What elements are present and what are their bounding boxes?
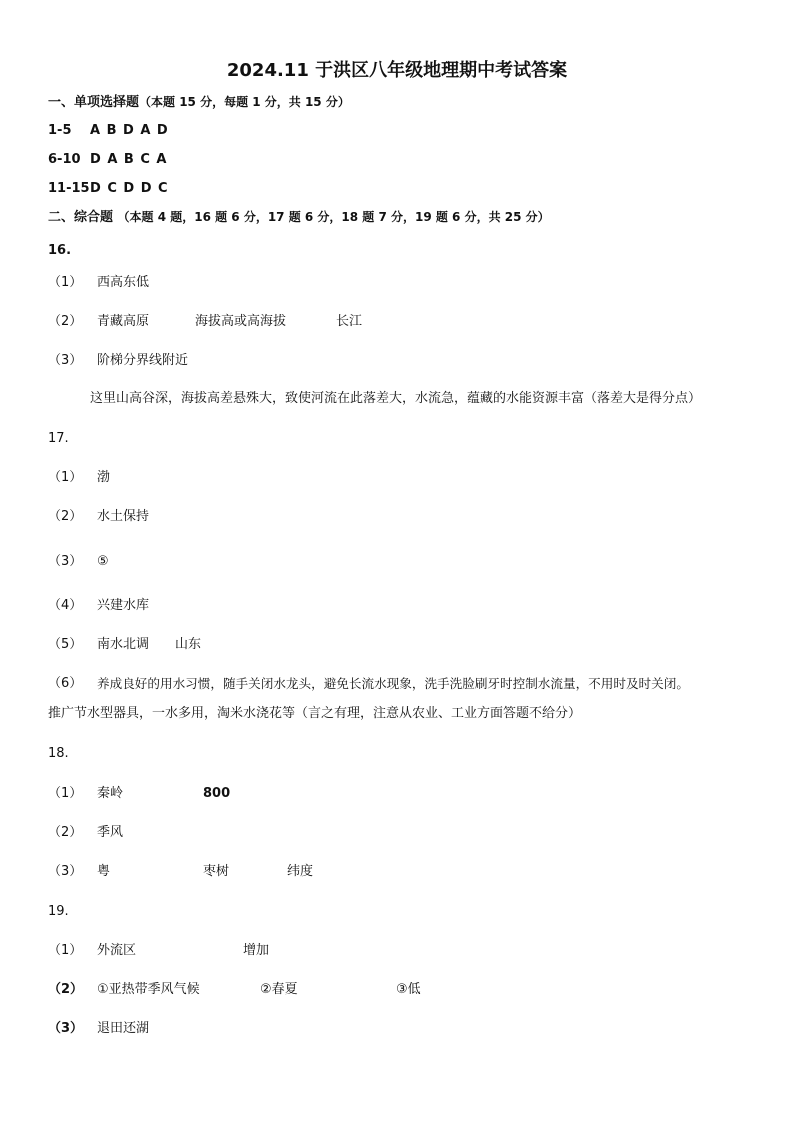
- choice-range: 11-15: [48, 181, 90, 196]
- choice-row-2: [48, 152, 168, 168]
- q19-part2-answer-1: ①亚热带季风气候: [97, 982, 200, 997]
- q17-part6-answer-line2: 推广节水型器具，一水多用，淘米水浇花等（言之有理，注意从农业、工业方面答题不给分）: [48, 706, 582, 721]
- question-16-number: 16.: [48, 243, 72, 258]
- q16-part3-label: （3）: [48, 353, 83, 368]
- choice-row-3: [48, 181, 169, 197]
- section2-note: （本题 4 题，16 题 6 分，17 题 6 分，18 题 7 分，19 题 6 分，共 25 分）: [117, 210, 550, 224]
- q17-part4-answer: 兴建水库: [97, 598, 150, 613]
- q18-part2-answer: 季风: [97, 825, 124, 840]
- q17-part4-label: （4）: [48, 598, 83, 613]
- q16-part2-label: （2）: [48, 314, 83, 329]
- q16-part2-answer-3: 长江: [336, 314, 363, 329]
- choice-answers: D C D D C: [90, 181, 169, 196]
- q18-part3-label: （3）: [48, 864, 83, 879]
- section2-heading-text: 二、综合题: [48, 210, 114, 225]
- q17-part1-label: （1）: [48, 470, 83, 485]
- q18-part3-answer-1: 粤: [97, 864, 111, 879]
- q19-part2-label: （2）: [48, 982, 84, 997]
- section2-heading: [48, 209, 550, 226]
- q17-part2-label: （2）: [48, 509, 83, 524]
- q18-part3-answer-3: 纬度: [287, 864, 314, 879]
- q19-part2-answer-3: ③低: [396, 982, 421, 997]
- q19-part2-answer-2: ②春夏: [260, 982, 298, 997]
- q19-part3-label: （3）: [48, 1021, 84, 1036]
- section1-note: （本题 15 分，每题 1 分，共 15 分）: [139, 95, 350, 109]
- q17-part2-answer: 水土保持: [97, 509, 150, 524]
- q17-part6-answer: 养成良好的用水习惯，随手关闭水龙头，避免长流水现象，洗手洗脸刷牙时控制水流量，不用时及时关闭。: [97, 676, 689, 691]
- q19-part1-label: （1）: [48, 943, 83, 958]
- choice-row-1: [48, 123, 169, 139]
- q17-part5-label: （5）: [48, 637, 83, 652]
- q17-part3-label: （3）: [48, 554, 83, 569]
- q16-part3-answer: 阶梯分界线附近: [97, 353, 189, 368]
- page-title: 2024.11 于洪区八年级地理期中考试答案: [226, 60, 568, 81]
- q18-part3-answer-2: 枣树: [203, 864, 230, 879]
- q17-part1-answer: 渤: [97, 470, 111, 485]
- q17-part5-answer-2: 山东: [175, 637, 202, 652]
- q19-part1-answer-2: 增加: [243, 943, 270, 958]
- q18-part2-label: （2）: [48, 825, 83, 840]
- question-17-number: 17.: [48, 431, 69, 446]
- q18-part1-answer-2: 800: [203, 786, 231, 801]
- choice-answers: A B D A D: [90, 123, 169, 138]
- choice-answers: D A B C A: [90, 152, 168, 167]
- section1-heading: [48, 94, 350, 111]
- q17-part3-answer: ⑤: [97, 554, 109, 569]
- question-19-number: 19.: [48, 904, 69, 919]
- q16-part2-answer-1: 青藏高原: [97, 314, 150, 329]
- q16-explanation: 这里山高谷深，海拔高差悬殊大，致使河流在此落差大，水流急，蕴藏的水能资源丰富（落差大是得分点）: [90, 391, 702, 406]
- q18-part1-label: （1）: [48, 786, 83, 801]
- q16-part1-answer: 西高东低: [97, 275, 150, 290]
- q16-part1-label: （1）: [48, 275, 83, 290]
- q16-part2-answer-2: 海拔高或高海拔: [195, 314, 287, 329]
- section1-heading-text: 一、单项选择题: [48, 95, 140, 110]
- question-18-number: 18.: [48, 746, 69, 761]
- q19-part3-answer: 退田还湖: [97, 1021, 150, 1036]
- choice-range: 6-10: [48, 152, 81, 167]
- choice-range: 1-5: [48, 123, 72, 138]
- q17-part6-label: （6）: [48, 676, 83, 691]
- q19-part1-answer-1: 外流区: [97, 943, 137, 958]
- q17-part5-answer-1: 南水北调: [97, 637, 150, 652]
- q18-part1-answer-1: 秦岭: [97, 786, 124, 801]
